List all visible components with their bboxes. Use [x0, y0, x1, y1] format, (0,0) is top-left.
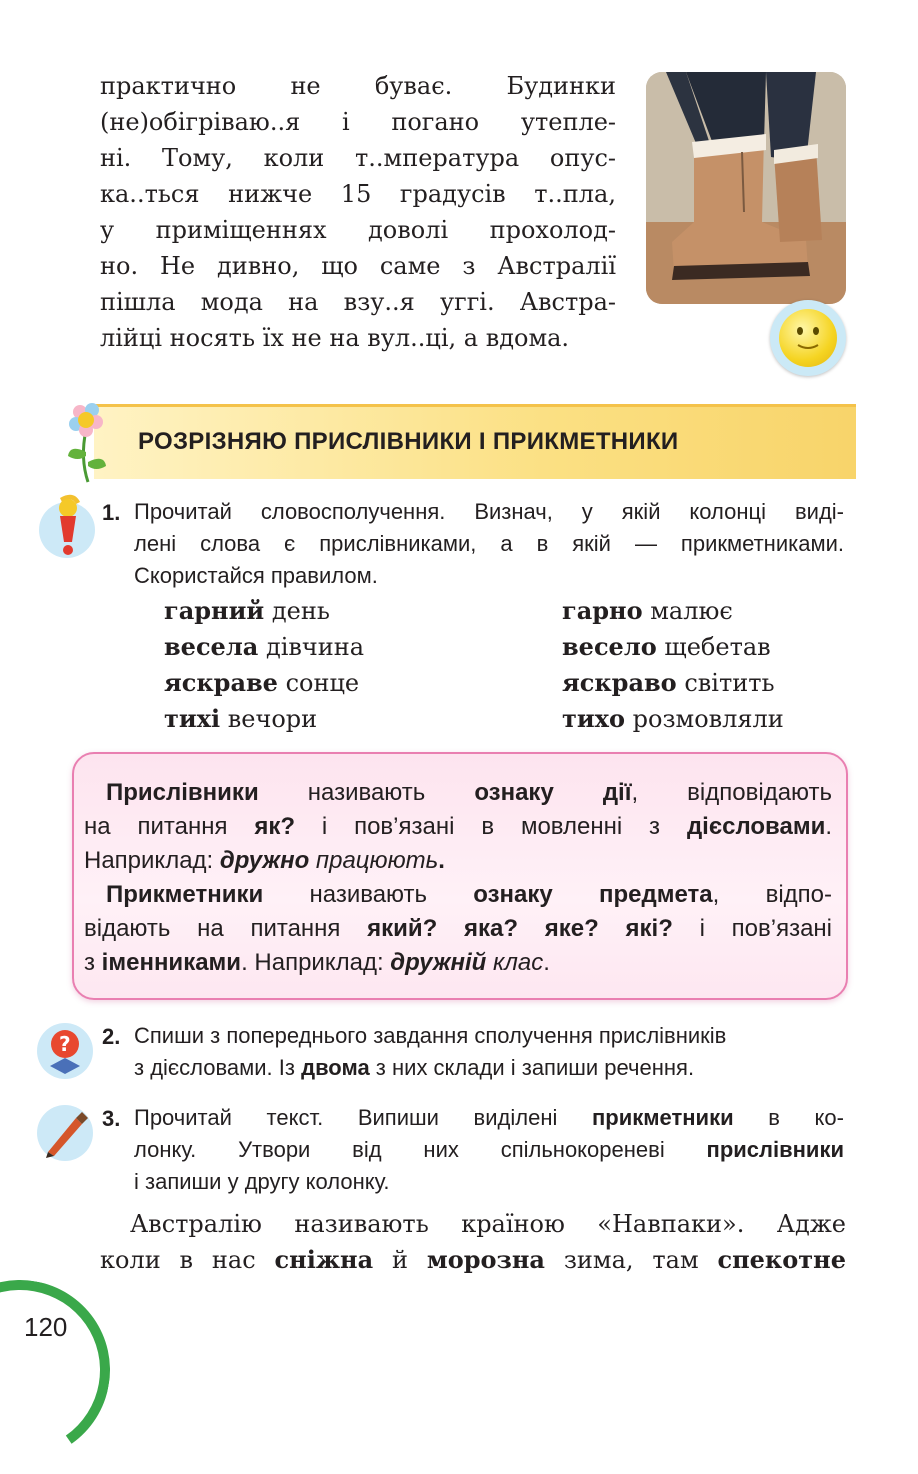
text-line: у приміщеннях доволі прохолод- [100, 216, 616, 244]
verb: малює [642, 597, 733, 625]
pen-icon [36, 1104, 94, 1162]
rule-line: Прислівники називають ознаку дії, відповідають [106, 779, 833, 806]
noun: вечори [220, 705, 318, 733]
task-number: 1. [102, 500, 121, 525]
text-line: пішла мода на взу..я уггі. Австра- [100, 288, 616, 316]
adjective: тихі [164, 704, 221, 733]
exclamation-icon [38, 492, 96, 550]
noun: дівчина [258, 633, 365, 661]
text-line: практично не буває. Будинки [100, 72, 616, 100]
verb: розмовляли [625, 705, 784, 733]
text-line: (не)обігріваю..я і погано утепле- [100, 108, 616, 136]
text-line: коли в нас сніжна й морозна зима, там спекотне [100, 1245, 846, 1274]
text-line: Австралію називають країною «Навпаки». Адже [130, 1210, 846, 1238]
adjective: яскраве [164, 668, 278, 697]
text-line: но. Не дивно, що саме з Австралії [100, 252, 616, 280]
text-line: ка..ться нижче 15 градусів т..пла, [100, 180, 616, 208]
verb: щебетав [656, 633, 771, 661]
word-pair [562, 596, 733, 625]
task-text: Прочитай словосполучення. Визнач, у якій колонці виді- [134, 499, 844, 524]
svg-text:?: ? [59, 1032, 71, 1056]
word-pair [164, 632, 364, 661]
task-text: і запиши у другу колонку. [134, 1169, 390, 1194]
page-corner-decoration [0, 1266, 124, 1474]
word-pair [164, 596, 330, 625]
task-text: з дієсловами. Із двома з них склади і запиши речення. [134, 1055, 695, 1080]
smiley-icon [770, 300, 846, 376]
text-line: лійці носять їх не на вул..ці, а вдома. [100, 324, 570, 352]
task-number: 2. [102, 1024, 121, 1049]
word-pair [562, 704, 784, 733]
adverb: тихо [562, 704, 625, 733]
word-pair [562, 668, 775, 697]
task-text: Спиши з попереднього завдання сполучення прислівників [134, 1023, 727, 1048]
task-text: Прочитай текст. Випиши виділені прикметники в ко- [134, 1105, 844, 1130]
noun: сонце [277, 669, 360, 697]
adjective: гарний [164, 596, 265, 625]
rule-line: Наприклад: дружно працюють. [84, 847, 445, 874]
adjective: весела [164, 632, 259, 661]
section-title: РОЗРІЗНЯЮ ПРИСЛІВНИКИ І ПРИКМЕТНИКИ [138, 428, 679, 455]
verb: світить [676, 669, 775, 697]
rule-line: на питання як? і пов’язані в мовленні з дієсловами. [84, 813, 832, 840]
task-text: лонку. Утвори від них спільнокореневі прислівники [134, 1137, 844, 1162]
adverb: гарно [562, 596, 643, 625]
question-icon [36, 1022, 94, 1080]
task-text: Скористайся правилом. [134, 563, 378, 588]
task-number: 3. [102, 1106, 121, 1131]
rule-line: Прикметники називають ознаку предмета, відпо- [106, 881, 832, 908]
rule-line: відають на питання який? яка? яке? які? і пов’язані [84, 915, 833, 942]
adverb: яскраво [562, 668, 677, 697]
word-pair [164, 668, 359, 697]
flower-icon [58, 400, 118, 484]
text-line: ні. Тому, коли т..мпература опус- [100, 144, 616, 172]
ugg-boots-photo [646, 72, 846, 304]
word-pair [562, 632, 771, 661]
task-text: лені слова є прислівниками, а в якій — прикметниками. [134, 531, 844, 556]
page-number: 120 [24, 1312, 68, 1342]
rule-line: з іменниками. Наприклад: дружній клас. [84, 949, 550, 976]
word-pair [164, 704, 317, 733]
adverb: весело [562, 632, 657, 661]
noun: день [264, 597, 330, 625]
